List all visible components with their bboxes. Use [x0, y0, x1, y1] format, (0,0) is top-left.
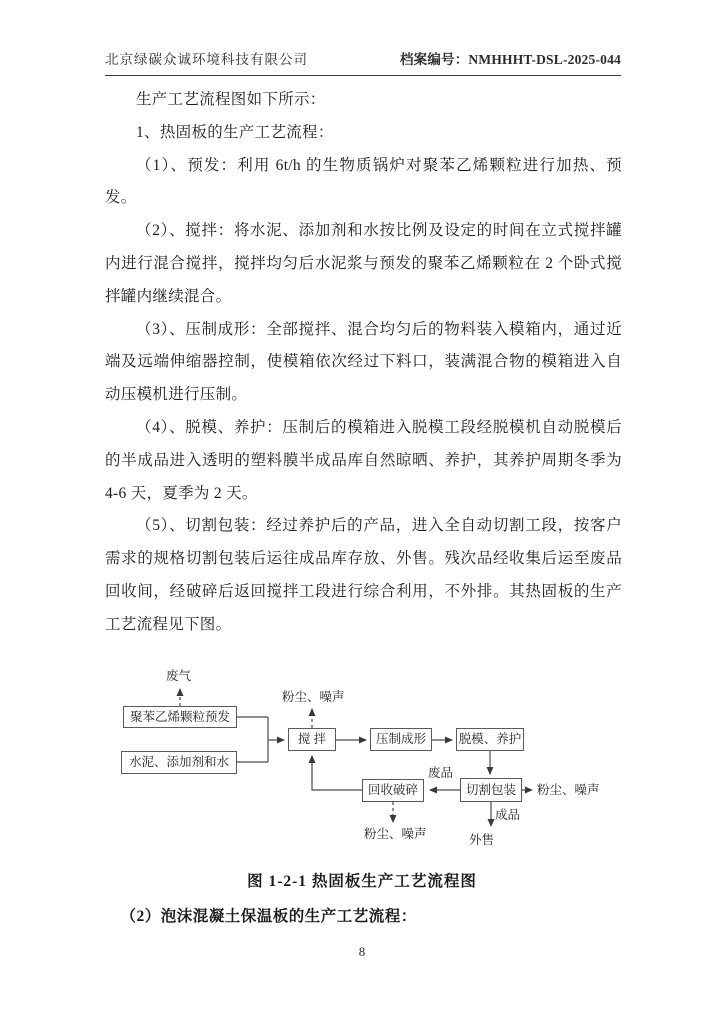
label-dust-noise-cutting: 粉尘、噪声: [537, 783, 600, 797]
body-text: [105, 84, 622, 642]
step-3-pressing: （3）、压制成形：全部搅拌、混合均匀后的物料装入模箱内，通过近端及远端伸缩器控制，使模箱依次经过下料口，装满混合物的模箱进入自动压模机进行压制。: [105, 320, 622, 404]
doc-number: 档案编号：NMHHHT-DSL-2025-044: [399, 52, 621, 67]
box-recycling: 回收破碎: [362, 779, 424, 802]
box-pressing: 压制成形: [370, 728, 432, 751]
section2-title: （2）泡沫混凝土保温板的生产工艺流程：: [120, 908, 417, 925]
page-number: 8: [358, 944, 366, 959]
page-header: [105, 48, 621, 76]
company-name: 北京绿碳众诚环境科技有限公司: [105, 52, 308, 67]
step-5-cutting: （5）、切割包装：经过养护后的产品，进入全自动切割工段，按客户需求的规格切割包装后运往成品库存放、外售。残次品经收集后运至废品回收间，经破碎后返回搅拌工段进行综合利用，不外排。其热固板的生产工艺流程见下图。: [105, 517, 622, 633]
step-4-demolding: （4）、脱模、养护：压制后的模箱进入脱模工段经脱模机自动脱模后的半成品进入透明的塑料膜半成品库自然晾晒、养护，其养护周期冬季为 4-6 天，夏季为 2 天。: [105, 418, 622, 502]
label-sale: 外售: [469, 833, 495, 847]
label-waste: 废品: [428, 766, 454, 780]
process-flow-diagram: [100, 662, 640, 860]
box-mixing: 搅 拌: [288, 728, 336, 751]
label-dust-noise-mixing: 粉尘、噪声: [282, 690, 345, 704]
box-pre-expansion: 聚苯乙烯颗粒预发: [123, 706, 237, 728]
step-2-mixing: （2）、搅拌：将水泥、添加剂和水按比例及设定的时间在立式搅拌罐内进行混合搅拌，搅拌均匀后水泥浆与预发的聚苯乙烯颗粒在 2 个卧式搅拌罐内继续混合。: [105, 222, 622, 305]
label-waste-gas: 废气: [166, 669, 192, 683]
box-demolding: 脱模、养护: [456, 728, 524, 751]
intro-line: 生产工艺流程图如下所示：: [136, 91, 326, 108]
label-finished-product: 成品: [495, 808, 521, 822]
figure-caption: 图 1-2-1 热固板生产工艺流程图: [247, 873, 477, 890]
step-1-pre-expansion: （1）、预发：利用 6t/h 的生物质锅炉对聚苯乙烯颗粒进行加热、预发。: [105, 156, 622, 207]
section1-title: 1、热固板的生产工艺流程：: [136, 123, 334, 141]
box-cutting: 切割包装: [460, 778, 522, 802]
label-dust-noise-recycling: 粉尘、噪声: [364, 827, 427, 841]
box-materials: 水泥、添加剂和水: [121, 751, 237, 774]
